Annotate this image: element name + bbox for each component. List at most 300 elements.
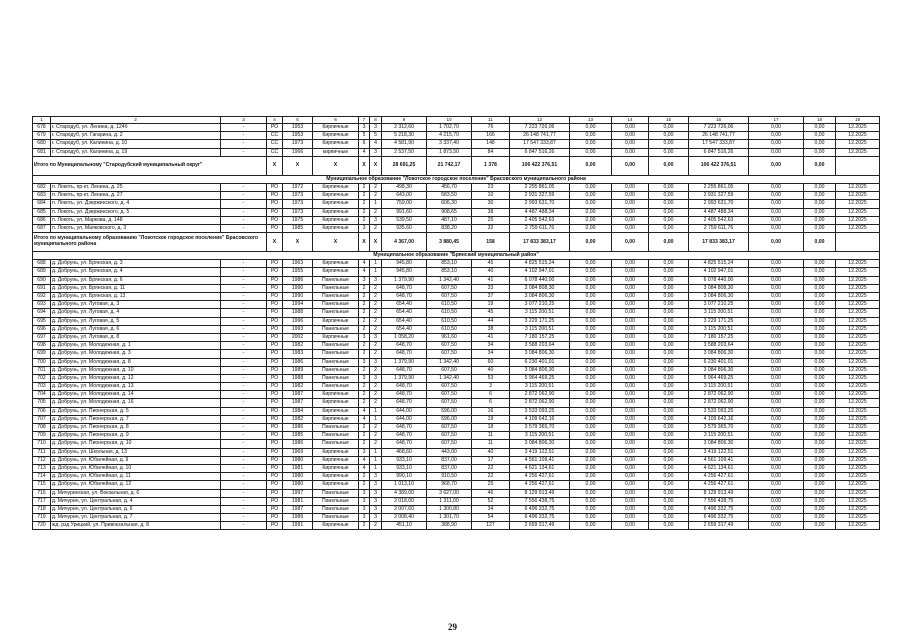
table-cell: Панельные (313, 424, 359, 432)
table-cell: 1953 (283, 132, 313, 140)
table-cell: 1969 (283, 448, 313, 456)
table-cell: 910,50 (427, 473, 472, 481)
table-cell: 2 007,60 (382, 505, 427, 513)
table-cell: 0,00 (570, 276, 612, 284)
table-cell: 0,00 (749, 383, 804, 391)
table-cell: 0,00 (612, 216, 649, 224)
table-cell: 4 487 488,34 (689, 208, 749, 216)
table-cell: 2 (370, 440, 382, 448)
address-cell: д. Добрунь, ул. Юбилейная, д. 11 (51, 473, 221, 481)
table-cell: 0,00 (749, 260, 804, 268)
table-cell: 0,00 (570, 260, 612, 268)
table-cell: 0,00 (804, 183, 836, 191)
table-cell: 26 148 741,77 (689, 132, 749, 140)
table-cell: 0,00 (749, 309, 804, 317)
table-cell: 44 (472, 317, 510, 325)
table-cell: 7 180 157,25 (689, 333, 749, 341)
table-cell: РО (267, 415, 283, 423)
table-cell: 3 (370, 497, 382, 505)
table-cell: 0,00 (749, 514, 804, 522)
table-cell: 3 (370, 481, 382, 489)
table-cell: 1988 (283, 374, 313, 382)
table-cell: 0,00 (649, 358, 689, 366)
table-cell: 0,00 (804, 224, 836, 232)
table-cell: 0,00 (612, 309, 649, 317)
table-cell: 1955 (283, 268, 313, 276)
table-cell: Панельные (313, 366, 359, 374)
table-cell: 1 311,00 (427, 497, 472, 505)
table-cell: 0,00 (804, 350, 836, 358)
table-cell: 2002 (283, 333, 313, 341)
table-cell: 0,00 (570, 522, 612, 530)
table-cell: - (221, 200, 267, 208)
table-cell: 54 (472, 514, 510, 522)
table-cell: 0,00 (649, 383, 689, 391)
table-cell: 610,50 (427, 301, 472, 309)
table-cell: 0,00 (804, 415, 836, 423)
table-cell: 1993 (283, 325, 313, 333)
table-cell: 4 109 642,16 (689, 415, 749, 423)
table-cell: РО (267, 200, 283, 208)
table-cell: 711 (33, 448, 51, 456)
table-cell: 12.2025 (836, 140, 880, 148)
address-cell: д. Добрунь, ул. Юбилейная, д. 12 (51, 481, 221, 489)
table-cell: 648,70 (382, 350, 427, 358)
address-cell: п. Локоть, пр-кт. Ленина, д. 25 (51, 183, 221, 191)
address-cell: д. Мичурин, ул. Центральная, д. 7 (51, 514, 221, 522)
table-cell: 468,60 (382, 448, 427, 456)
table-cell: 0,00 (749, 317, 804, 325)
table-cell: 0,00 (649, 424, 689, 432)
table-cell: 0,00 (749, 200, 804, 208)
table-cell: Панельные (313, 342, 359, 350)
table-cell: 0,00 (804, 522, 836, 530)
table-cell: 2 (359, 325, 370, 333)
table-cell: 30 (472, 200, 510, 208)
table-cell: 4 (359, 268, 370, 276)
table-cell: 17 (472, 456, 510, 464)
table-cell: 34 (472, 342, 510, 350)
table-cell: - (221, 514, 267, 522)
table-cell: 683 (33, 192, 51, 200)
table-cell: 3 (370, 505, 382, 513)
table-cell: 1983 (283, 350, 313, 358)
table-cell: - (221, 317, 267, 325)
table-cell: 2 (370, 284, 382, 292)
subtotal-cell: 0,00 (804, 156, 836, 175)
table-cell: 1986 (283, 358, 313, 366)
address-cell: д. Мичурин, ул. Центральная, д. 6 (51, 505, 221, 513)
table-cell: 1990 (283, 293, 313, 301)
table-cell: 0,00 (804, 399, 836, 407)
table-cell: 0,00 (749, 148, 804, 156)
table-cell: 0,00 (804, 481, 836, 489)
table-cell: 3 (359, 124, 370, 132)
table-cell: 0,00 (570, 317, 612, 325)
table-cell: 0,00 (570, 350, 612, 358)
table-cell: РО (267, 391, 283, 399)
table-cell: 5 (370, 132, 382, 140)
table-cell: - (221, 383, 267, 391)
subtotal-cell: 1 378 (472, 156, 510, 175)
subtotal-cell: 106 422 376,51 (689, 156, 749, 175)
table-cell: 3 579 365,70 (689, 424, 749, 432)
table-cell: 678 (33, 124, 51, 132)
table-cell: 0,00 (649, 124, 689, 132)
table-cell: 2 931 327,59 (689, 192, 749, 200)
table-cell: РО (267, 208, 283, 216)
table-cell: Кирпичные (313, 448, 359, 456)
table-cell: 0,00 (804, 505, 836, 513)
subtotal-cell: 0,00 (749, 233, 804, 252)
table-cell: 699 (33, 350, 51, 358)
table-cell: 3 084 806,30 (689, 440, 749, 448)
address-cell: д. Добрунь, ул. Пионерская, д. 7 (51, 415, 221, 423)
table-cell: 0,00 (749, 192, 804, 200)
address-cell: д. Добрунь, ул. Пионерская, д. 10 (51, 440, 221, 448)
table-cell: 607,50 (427, 391, 472, 399)
table-row (33, 481, 880, 489)
column-number-cell: 13 (570, 117, 612, 124)
table-cell: 596,00 (427, 415, 472, 423)
table-cell: 12.2025 (836, 325, 880, 333)
table-cell: 12.2025 (836, 224, 880, 232)
table-cell: - (221, 333, 267, 341)
table-cell: 0,00 (649, 333, 689, 341)
subtotal-cell: X (267, 156, 283, 175)
table-cell: 0,00 (570, 333, 612, 341)
table-cell: 3 (370, 374, 382, 382)
table-cell: - (221, 183, 267, 191)
table-cell: 0,00 (749, 333, 804, 341)
table-cell: 648,70 (382, 440, 427, 448)
table-cell: 1 (370, 448, 382, 456)
table-cell: 720 (33, 522, 51, 530)
address-cell: жд. рзд Урицкий, ул. Привокзальная, д. 8 (51, 522, 221, 530)
table-cell: 0,00 (804, 293, 836, 301)
table-cell: 0,00 (804, 301, 836, 309)
table-cell: 2 (359, 432, 370, 440)
table-cell: Кирпичные (313, 208, 359, 216)
table-cell: 0,00 (570, 192, 612, 200)
table-cell: РО (267, 276, 283, 284)
table-cell: 0,00 (649, 432, 689, 440)
table-cell: 1 301,70 (427, 514, 472, 522)
table-cell: 0,00 (649, 325, 689, 333)
table-cell: РО (267, 505, 283, 513)
table-cell: 693 (33, 301, 51, 309)
table-cell: 12.2025 (836, 489, 880, 497)
table-cell: 12.2025 (836, 358, 880, 366)
table-cell: 1982 (283, 342, 313, 350)
table-cell: 456,70 (427, 183, 472, 191)
table-cell: 4 102 947,01 (510, 268, 570, 276)
table-cell: 0,00 (749, 456, 804, 464)
table-cell: 2 405 542,63 (689, 216, 749, 224)
address-cell: д. Добрунь, ул. Луговая, д. 4 (51, 309, 221, 317)
table-cell: 12.2025 (836, 456, 880, 464)
table-cell: 2 255 861,05 (689, 183, 749, 191)
table-cell: 25 (472, 481, 510, 489)
table-cell: 0,00 (570, 440, 612, 448)
table-cell: - (221, 424, 267, 432)
table-cell: СС (267, 140, 283, 148)
table-cell: 6 496 332,75 (689, 505, 749, 513)
table-cell: РО (267, 489, 283, 497)
table-cell: - (221, 448, 267, 456)
column-number-cell: 1 (33, 117, 51, 124)
table-cell: 3 419 122,51 (689, 448, 749, 456)
table-cell: 4 256 427,61 (689, 481, 749, 489)
table-cell: СС (267, 132, 283, 140)
table-row (33, 505, 880, 513)
table-row (33, 432, 880, 440)
table-cell: 0,00 (649, 208, 689, 216)
table-cell: 2 (370, 432, 382, 440)
table-cell: 18 (472, 424, 510, 432)
table-cell: 0,00 (749, 374, 804, 382)
table-cell: 0,00 (649, 200, 689, 208)
table-cell: 4 (359, 464, 370, 472)
table-cell: РО (267, 448, 283, 456)
table-cell: Панельные (313, 284, 359, 292)
table-cell: 2 405 542,63 (510, 216, 570, 224)
table-cell: 0,00 (804, 342, 836, 350)
table-cell: 2 659 317,49 (689, 522, 749, 530)
table-cell: 1 379,90 (382, 276, 427, 284)
table-cell: 6 (472, 391, 510, 399)
table-row (33, 148, 880, 156)
table-row (33, 325, 880, 333)
table-cell: - (221, 208, 267, 216)
table-cell: 3 533 093,25 (689, 407, 749, 415)
table-cell: 684 (33, 200, 51, 208)
table-cell: РО (267, 366, 283, 374)
table-cell: 0,00 (749, 489, 804, 497)
table-cell: 0,00 (749, 432, 804, 440)
table-cell: Кирпичные (313, 399, 359, 407)
address-cell: д. Добрунь, ул. Пионерская, д. 5 (51, 407, 221, 415)
column-number-cell: 6 (313, 117, 359, 124)
table-cell: РО (267, 124, 283, 132)
table-cell: 2 (359, 440, 370, 448)
address-cell: п. Локоть, ул. Дзержинского, д. 5 (51, 208, 221, 216)
table-cell: 46 (472, 489, 510, 497)
table-cell: - (221, 505, 267, 513)
table-cell: 12.2025 (836, 192, 880, 200)
address-cell: д. Добрунь, ул. Луговая, д. 6 (51, 325, 221, 333)
table-cell: 8 129 913,49 (510, 489, 570, 497)
table-cell: 6 230 401,01 (510, 358, 570, 366)
table-cell: 2 (359, 350, 370, 358)
table-cell: 0,00 (570, 208, 612, 216)
table-cell: 3 (359, 505, 370, 513)
table-cell: 0,00 (804, 140, 836, 148)
table-cell: 0,00 (649, 505, 689, 513)
table-cell: 607,50 (427, 293, 472, 301)
table-cell: - (221, 399, 267, 407)
table-cell: 1980 (283, 473, 313, 481)
table-cell: - (221, 325, 267, 333)
table-cell: 3 (370, 489, 382, 497)
table-cell: 12.2025 (836, 464, 880, 472)
table-cell: 0,00 (612, 448, 649, 456)
table-cell: 0,00 (612, 284, 649, 292)
table-cell: 12.2025 (836, 200, 880, 208)
table-cell: 0,00 (749, 208, 804, 216)
table-cell: 3 084 808,30 (689, 284, 749, 292)
table-cell: 23 (472, 183, 510, 191)
table-cell: 2 018,00 (382, 497, 427, 505)
table-cell: 694 (33, 309, 51, 317)
subtotal-cell: 28 691,25 (382, 156, 427, 175)
table-cell: 76 (472, 124, 510, 132)
address-cell: д. Добрунь, ул. Молодежная, д. 1 (51, 342, 221, 350)
table-cell: 695 (33, 317, 51, 325)
table-cell: 933,10 (382, 464, 427, 472)
table-cell: 0,00 (612, 497, 649, 505)
table-cell: 12.2025 (836, 276, 880, 284)
table-cell: 7 556 438,75 (689, 497, 749, 505)
table-cell: РО (267, 260, 283, 268)
table-cell: 40 (472, 366, 510, 374)
table-cell: 3 229 171,25 (689, 317, 749, 325)
table-row (33, 497, 880, 505)
table-cell: 1 702,70 (427, 124, 472, 132)
table-cell: РО (267, 224, 283, 232)
table-cell: 0,00 (612, 456, 649, 464)
table-cell: 34 (472, 350, 510, 358)
table-cell: РО (267, 424, 283, 432)
table-cell: 4 256 427,61 (510, 473, 570, 481)
table-cell: 719 (33, 514, 51, 522)
table-cell: 0,00 (649, 415, 689, 423)
table-cell: 709 (33, 432, 51, 440)
table-cell: Кирпичные (313, 192, 359, 200)
table-cell: 0,00 (804, 148, 836, 156)
table-cell: 1973 (283, 208, 313, 216)
table-cell: Кирпичные (313, 224, 359, 232)
table-cell: РО (267, 383, 283, 391)
table-cell: 713 (33, 464, 51, 472)
table-cell: 4 (359, 456, 370, 464)
table-cell: 707 (33, 415, 51, 423)
table-cell: 654,40 (382, 301, 427, 309)
table-cell: 12.2025 (836, 514, 880, 522)
table-cell: 38 (472, 325, 510, 333)
table-cell: 3 (359, 448, 370, 456)
table-cell: 0,00 (804, 391, 836, 399)
table-cell: Кирпичные (313, 473, 359, 481)
table-cell: 0,00 (804, 473, 836, 481)
table-cell: 0,00 (612, 148, 649, 156)
table-cell: 1980 (283, 481, 313, 489)
column-number-cell: 14 (612, 117, 649, 124)
table-cell: 700 (33, 358, 51, 366)
section-header-row (33, 252, 880, 260)
table-cell: 716 (33, 489, 51, 497)
column-number-cell: 7 (359, 117, 370, 124)
table-cell: РО (267, 325, 283, 333)
table-cell: 0,00 (649, 456, 689, 464)
table-cell: 702 (33, 374, 51, 382)
table-cell: 0,00 (649, 192, 689, 200)
table-cell: 0,00 (570, 366, 612, 374)
table-cell: 6 496 332,75 (510, 514, 570, 522)
table-cell: 0,00 (649, 342, 689, 350)
table-cell: 1972 (283, 183, 313, 191)
table-cell: 17 547 333,87 (689, 140, 749, 148)
table-cell: 0,00 (649, 374, 689, 382)
table-cell: 0,00 (749, 440, 804, 448)
table-cell: 648,70 (382, 342, 427, 350)
table-cell: 0,00 (649, 183, 689, 191)
table-cell: 680 (33, 140, 51, 148)
table-cell: 4 581,90 (382, 140, 427, 148)
table-cell: 0,00 (749, 276, 804, 284)
table-cell: 682 (33, 183, 51, 191)
address-cell: п. Локоть, пр-кт. Ленина, д. 27 (51, 192, 221, 200)
column-number-cell: 9 (382, 117, 427, 124)
table-cell: 0,00 (649, 132, 689, 140)
table-cell: 4 109 642,16 (510, 415, 570, 423)
table-cell: 3 579 365,70 (510, 424, 570, 432)
table-cell: 0,00 (649, 268, 689, 276)
table-cell: 0,00 (749, 424, 804, 432)
table-cell: - (221, 456, 267, 464)
table-cell: 0,00 (612, 514, 649, 522)
table-cell: 6 078 440,00 (689, 276, 749, 284)
table-cell: - (221, 148, 267, 156)
table-cell: 148 (472, 140, 510, 148)
table-cell: 3 115 200,51 (510, 432, 570, 440)
address-cell: д. Добрунь, ул. Брянская, д. 6 (51, 276, 221, 284)
table-cell: 0,00 (804, 216, 836, 224)
table-cell: 2 (359, 473, 370, 481)
table-cell: РО (267, 374, 283, 382)
table-row (33, 309, 880, 317)
section-title: Муниципальное образование "Брянский муниципальный район" (33, 252, 880, 260)
table-cell: 1953 (283, 124, 313, 132)
table-cell: 0,00 (612, 358, 649, 366)
table-cell: 3 115 200,51 (689, 383, 749, 391)
address-cell: д. Добрунь, ул. Брянская, д. 13 (51, 293, 221, 301)
table-cell: РО (267, 473, 283, 481)
table-cell: Панельные (313, 293, 359, 301)
table-cell: - (221, 391, 267, 399)
table-cell: 0,00 (612, 374, 649, 382)
subtotal-cell: X (359, 233, 370, 252)
subtotal-cell: 0,00 (649, 233, 689, 252)
table-cell: 2 872 062,90 (689, 391, 749, 399)
table-cell: - (221, 415, 267, 423)
table-cell: 644,00 (382, 415, 427, 423)
table-cell: 0,00 (612, 192, 649, 200)
table-cell: РО (267, 440, 283, 448)
table-cell: 0,00 (804, 456, 836, 464)
table-cell: 12.2025 (836, 208, 880, 216)
table-cell: 0,00 (804, 268, 836, 276)
table-cell: 0,00 (612, 260, 649, 268)
table-cell: 11 (472, 440, 510, 448)
subtotal-cell (836, 233, 880, 252)
table-row (33, 415, 880, 423)
table-cell: РО (267, 407, 283, 415)
table-cell: 5 964 469,25 (689, 374, 749, 382)
table-cell: 759,00 (382, 200, 427, 208)
table-cell: 0,00 (612, 399, 649, 407)
table-cell: 0,00 (612, 342, 649, 350)
